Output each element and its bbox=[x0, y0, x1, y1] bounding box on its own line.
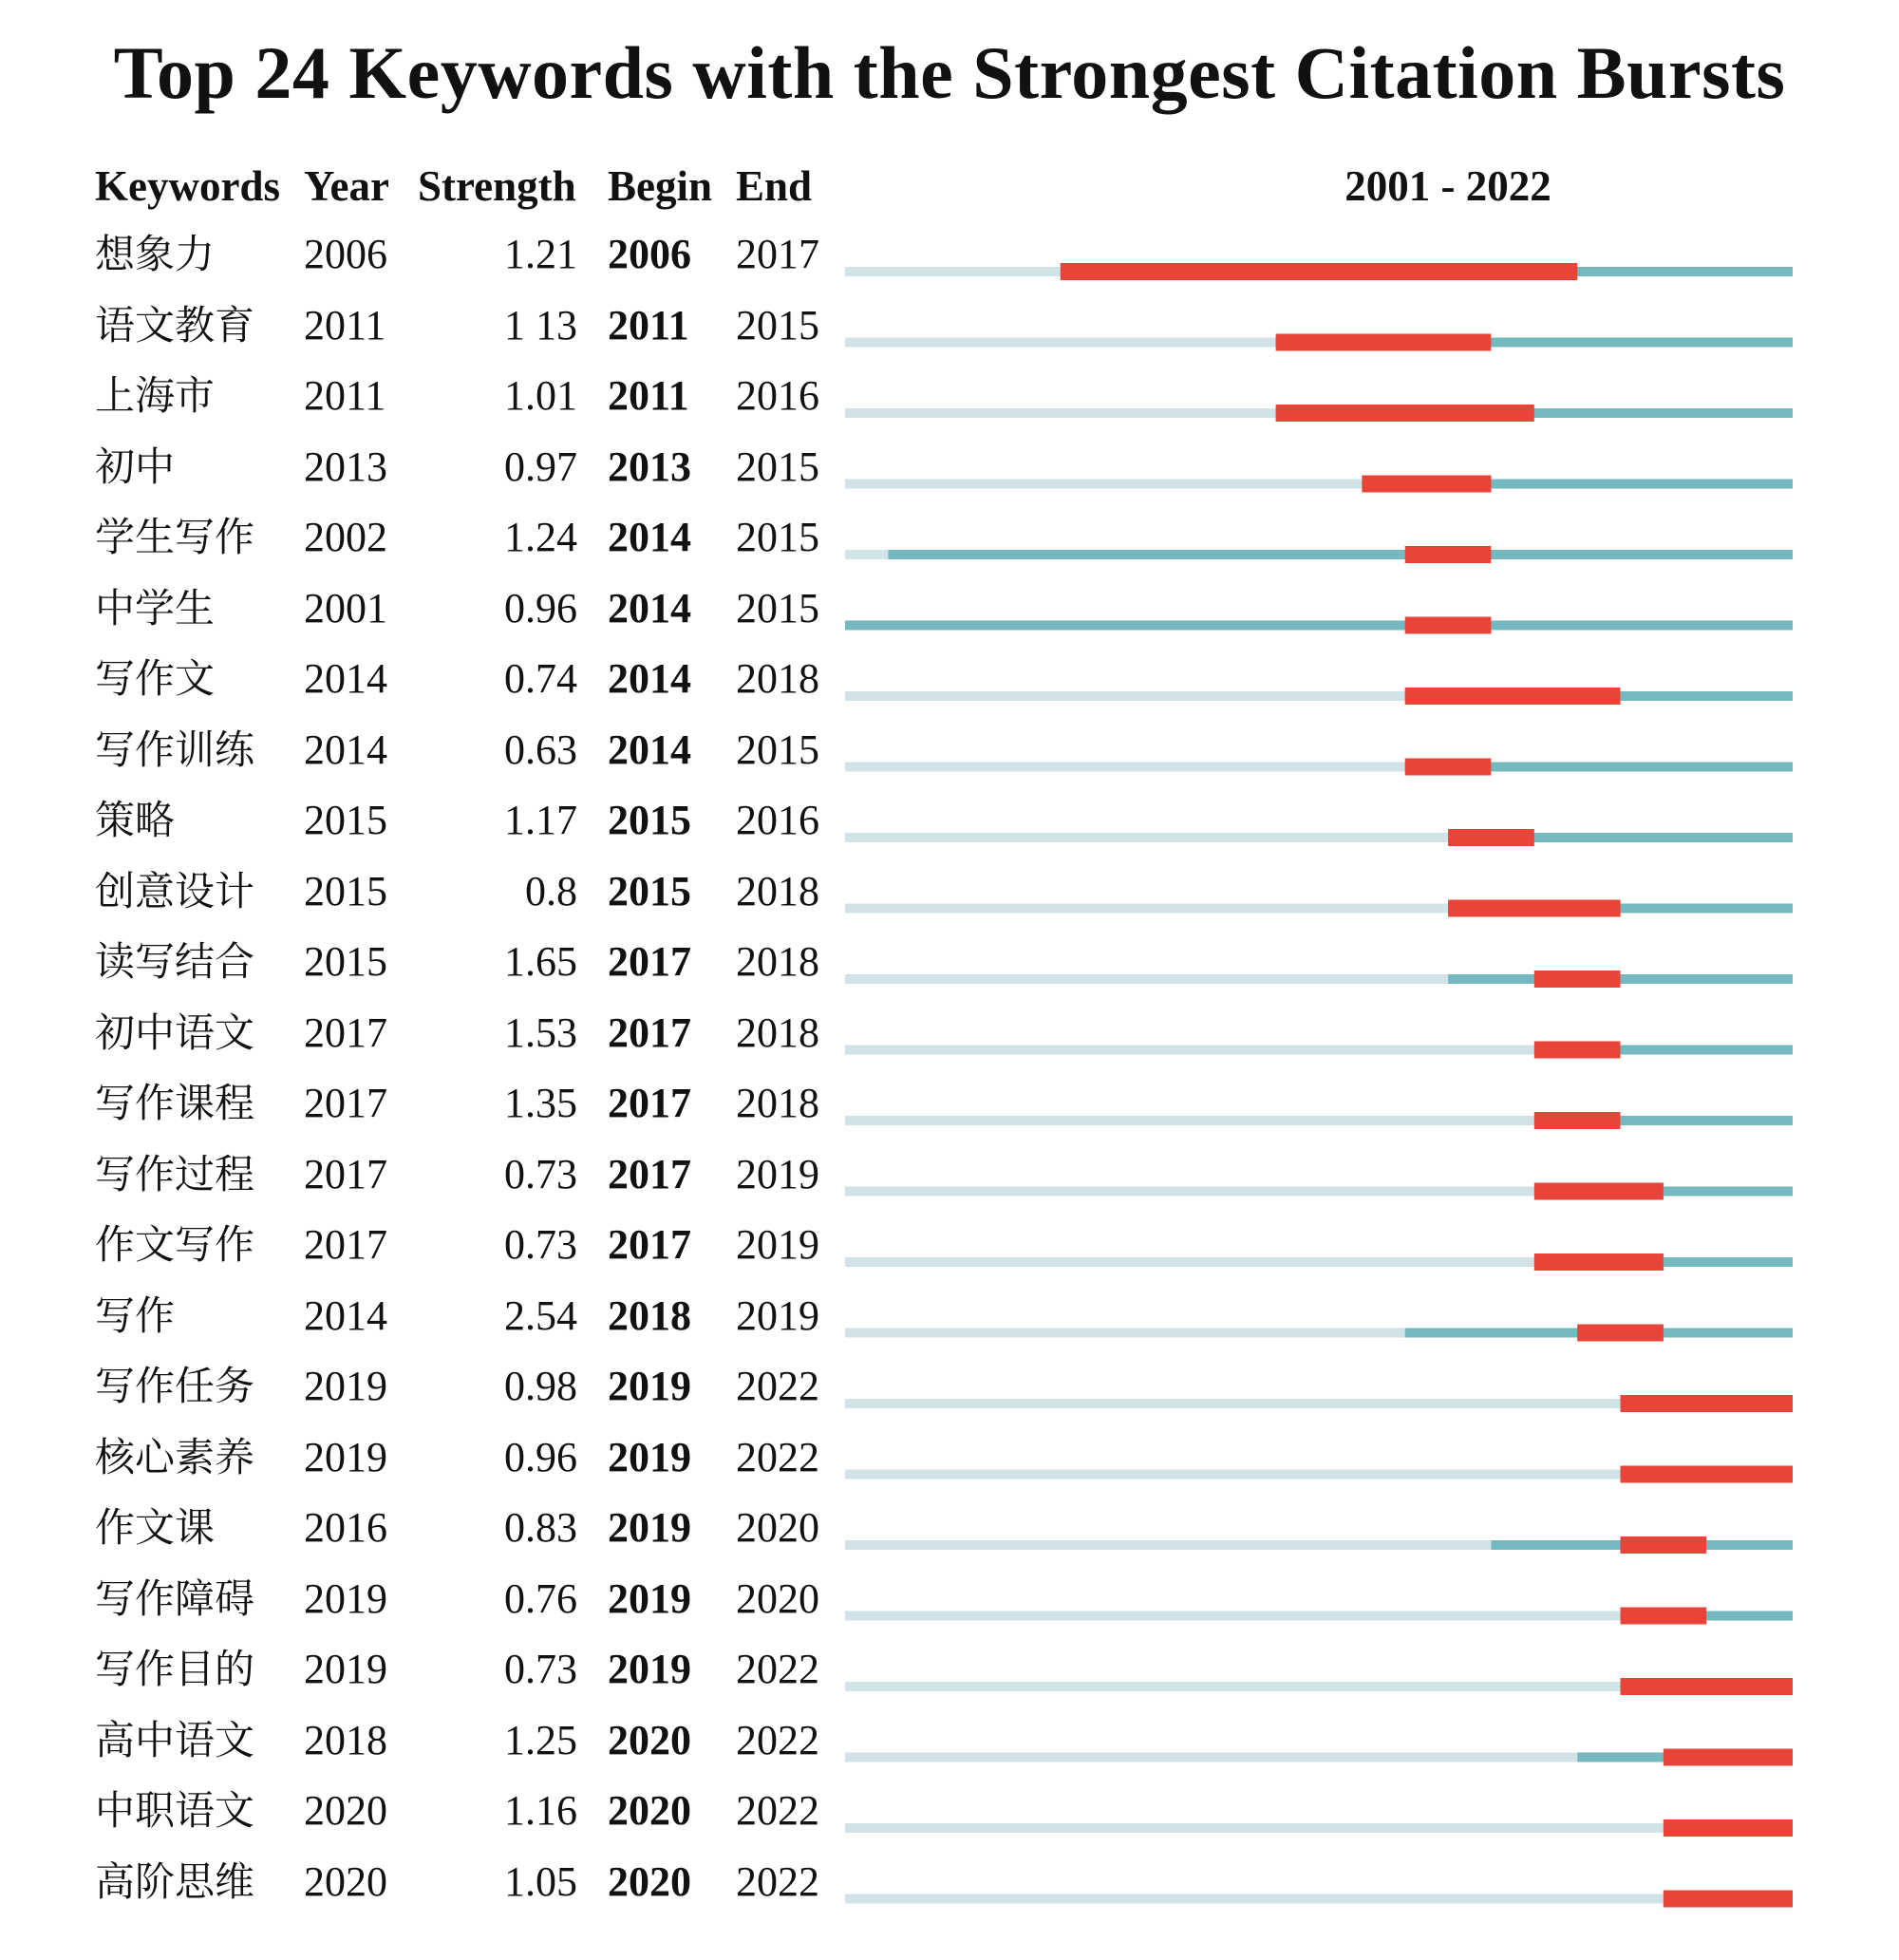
end-cell: 2018 bbox=[736, 655, 819, 702]
strength-cell: 1.35 bbox=[504, 1080, 577, 1126]
end-cell: 2020 bbox=[736, 1504, 819, 1551]
strength-cell: 0.98 bbox=[504, 1363, 577, 1409]
year-cell: 2015 bbox=[304, 867, 387, 914]
strength-cell: 0.63 bbox=[504, 726, 577, 773]
burst-bar bbox=[1448, 829, 1534, 846]
year-cell: 2017 bbox=[304, 1008, 387, 1056]
strength-cell: 0.83 bbox=[504, 1504, 577, 1551]
keyword-cell: 作文课 bbox=[95, 1504, 216, 1551]
burst-bar bbox=[1405, 546, 1492, 563]
end-cell: 2015 bbox=[736, 301, 819, 349]
begin-cell: 2017 bbox=[608, 938, 691, 985]
end-cell: 2017 bbox=[736, 231, 819, 277]
burst-bar bbox=[1534, 1253, 1664, 1271]
burst-bar bbox=[1621, 1395, 1794, 1412]
begin-cell: 2014 bbox=[608, 584, 691, 631]
timeline-before-segment bbox=[845, 904, 1448, 914]
keyword-cell: 高阶思维 bbox=[95, 1857, 255, 1905]
begin-cell: 2011 bbox=[608, 301, 689, 349]
timeline-before-segment bbox=[845, 1116, 1534, 1125]
end-cell: 2019 bbox=[736, 1150, 819, 1197]
year-cell: 2002 bbox=[304, 514, 387, 560]
end-cell: 2022 bbox=[736, 1363, 819, 1409]
keyword-cell: 写作训练 bbox=[95, 726, 255, 773]
begin-cell: 2017 bbox=[608, 1008, 691, 1056]
timeline-before-segment bbox=[845, 1329, 1405, 1338]
strength-cell: 0.97 bbox=[504, 443, 577, 490]
burst-bar bbox=[1664, 1749, 1793, 1766]
burst-bar bbox=[1621, 1678, 1794, 1695]
strength-cell: 1.21 bbox=[504, 231, 577, 277]
end-cell: 2018 bbox=[736, 1080, 819, 1126]
timeline-before-segment bbox=[845, 1046, 1534, 1055]
year-cell: 2006 bbox=[304, 231, 387, 277]
year-cell: 2013 bbox=[304, 443, 387, 490]
strength-cell: 1.25 bbox=[504, 1716, 577, 1763]
year-cell: 2017 bbox=[304, 1221, 387, 1268]
timeline-before-segment bbox=[845, 550, 888, 559]
chart-title: Top 24 Keywords with the Strongest Citation Bursts bbox=[113, 31, 1786, 114]
burst-bar bbox=[1534, 1183, 1664, 1200]
keyword-cell: 上海市 bbox=[95, 372, 216, 419]
year-cell: 2014 bbox=[304, 655, 387, 702]
begin-cell: 2018 bbox=[608, 1291, 691, 1339]
strength-cell: 0.76 bbox=[504, 1574, 577, 1622]
timeline-before-segment bbox=[845, 1823, 1664, 1833]
keyword-cell: 写作任务 bbox=[95, 1363, 255, 1409]
strength-cell: 2.54 bbox=[504, 1291, 577, 1339]
keyword-cell: 写作课程 bbox=[95, 1080, 255, 1126]
burst-bar bbox=[1534, 1042, 1621, 1059]
year-cell: 2018 bbox=[304, 1716, 387, 1763]
timeline-before-segment bbox=[845, 691, 1405, 701]
keyword-cell: 写作 bbox=[95, 1291, 176, 1339]
timeline-before-segment bbox=[845, 1894, 1664, 1904]
timeline-before-segment bbox=[845, 408, 1276, 418]
strength-cell: 0.96 bbox=[504, 1433, 577, 1480]
burst-bar bbox=[1405, 759, 1492, 776]
end-cell: 2019 bbox=[736, 1291, 819, 1339]
timeline-before-segment bbox=[845, 833, 1448, 842]
keyword-cell: 写作障碍 bbox=[95, 1574, 255, 1622]
burst-bar bbox=[1621, 1466, 1794, 1483]
begin-cell: 2019 bbox=[608, 1646, 691, 1692]
burst-bar bbox=[1276, 334, 1492, 351]
end-cell: 2018 bbox=[736, 938, 819, 985]
year-cell: 2019 bbox=[304, 1646, 387, 1692]
year-cell: 2015 bbox=[304, 938, 387, 985]
strength-cell: 1.24 bbox=[504, 514, 577, 560]
strength-cell: 1 13 bbox=[504, 301, 577, 349]
strength-cell: 1.53 bbox=[504, 1008, 577, 1056]
end-cell: 2022 bbox=[736, 1646, 819, 1692]
begin-cell: 2017 bbox=[608, 1080, 691, 1126]
header-timeline-range: 2001 - 2022 bbox=[1344, 162, 1551, 210]
begin-cell: 2015 bbox=[608, 797, 691, 843]
keyword-cell: 中学生 bbox=[95, 584, 216, 631]
begin-cell: 2013 bbox=[608, 443, 691, 490]
year-cell: 2011 bbox=[304, 301, 386, 349]
header-begin: Begin bbox=[608, 162, 713, 210]
begin-cell: 2014 bbox=[608, 514, 691, 560]
keyword-cell: 写作目的 bbox=[95, 1646, 255, 1692]
begin-cell: 2020 bbox=[608, 1787, 691, 1834]
begin-cell: 2019 bbox=[608, 1363, 691, 1409]
keyword-cell: 写作过程 bbox=[95, 1150, 255, 1197]
burst-bar bbox=[1621, 1536, 1707, 1554]
burst-bar bbox=[1405, 617, 1492, 634]
keyword-cell: 语文教育 bbox=[95, 301, 255, 349]
year-cell: 2014 bbox=[304, 1291, 387, 1339]
keyword-cell: 初中 bbox=[95, 443, 176, 490]
timeline-before-segment bbox=[845, 338, 1276, 348]
year-cell: 2019 bbox=[304, 1363, 387, 1409]
begin-cell: 2014 bbox=[608, 655, 691, 702]
timeline-active-segment bbox=[1448, 974, 1793, 984]
burst-bar bbox=[1621, 1608, 1707, 1625]
year-cell: 2001 bbox=[304, 584, 387, 631]
timeline-active-segment bbox=[888, 550, 1793, 559]
strength-cell: 0.74 bbox=[504, 655, 577, 702]
burst-bar bbox=[1061, 263, 1577, 280]
end-cell: 2016 bbox=[736, 372, 819, 419]
strength-cell: 0.73 bbox=[504, 1221, 577, 1268]
timeline-before-segment bbox=[845, 1399, 1621, 1408]
year-cell: 2019 bbox=[304, 1433, 387, 1480]
strength-cell: 1.65 bbox=[504, 938, 577, 985]
strength-cell: 1.01 bbox=[504, 372, 577, 419]
timeline-before-segment bbox=[845, 974, 1448, 984]
year-cell: 2020 bbox=[304, 1857, 387, 1905]
keyword-cell: 写作文 bbox=[95, 655, 216, 702]
strength-cell: 0.8 bbox=[525, 867, 577, 914]
strength-cell: 1.05 bbox=[504, 1857, 577, 1905]
end-cell: 2018 bbox=[736, 1008, 819, 1056]
burst-bar bbox=[1664, 1819, 1793, 1837]
strength-cell: 0.73 bbox=[504, 1646, 577, 1692]
header-strength: Strength bbox=[418, 162, 576, 210]
year-cell: 2020 bbox=[304, 1787, 387, 1834]
header-year: Year bbox=[304, 162, 389, 210]
keyword-cell: 想象力 bbox=[95, 231, 216, 277]
strength-cell: 1.16 bbox=[504, 1787, 577, 1834]
timeline-before-segment bbox=[845, 1682, 1621, 1691]
keyword-cell: 高中语文 bbox=[95, 1716, 255, 1763]
burst-bar bbox=[1534, 1112, 1621, 1129]
keyword-cell: 初中语文 bbox=[95, 1008, 255, 1056]
keyword-cell: 核心素养 bbox=[95, 1433, 255, 1480]
header-end: End bbox=[736, 162, 813, 210]
burst-bar bbox=[1577, 1325, 1664, 1342]
year-cell: 2014 bbox=[304, 726, 387, 773]
begin-cell: 2015 bbox=[608, 867, 691, 914]
burst-bar bbox=[1664, 1891, 1793, 1908]
burst-bar bbox=[1405, 688, 1621, 705]
keyword-cell: 中职语文 bbox=[95, 1787, 255, 1834]
begin-cell: 2017 bbox=[608, 1221, 691, 1268]
timeline-before-segment bbox=[845, 1540, 1492, 1550]
strength-cell: 0.73 bbox=[504, 1150, 577, 1197]
end-cell: 2015 bbox=[736, 726, 819, 773]
timeline-before-segment bbox=[845, 1470, 1621, 1479]
burst-bar bbox=[1276, 405, 1534, 422]
strength-cell: 1.17 bbox=[504, 797, 577, 843]
end-cell: 2019 bbox=[736, 1221, 819, 1268]
year-cell: 2017 bbox=[304, 1080, 387, 1126]
keyword-cell: 读写结合 bbox=[95, 938, 255, 985]
timeline-before-segment bbox=[845, 1187, 1534, 1197]
strength-cell: 0.96 bbox=[504, 584, 577, 631]
end-cell: 2015 bbox=[736, 514, 819, 560]
end-cell: 2022 bbox=[736, 1857, 819, 1905]
keyword-cell: 学生写作 bbox=[95, 514, 255, 560]
burst-bar bbox=[1448, 900, 1621, 917]
end-cell: 2022 bbox=[736, 1716, 819, 1763]
year-cell: 2017 bbox=[304, 1150, 387, 1197]
timeline-before-segment bbox=[845, 1257, 1534, 1267]
begin-cell: 2019 bbox=[608, 1504, 691, 1551]
begin-cell: 2014 bbox=[608, 726, 691, 773]
timeline-before-segment bbox=[845, 480, 1362, 489]
end-cell: 2016 bbox=[736, 797, 819, 843]
end-cell: 2022 bbox=[736, 1433, 819, 1480]
timeline-before-segment bbox=[845, 267, 1061, 276]
begin-cell: 2017 bbox=[608, 1150, 691, 1197]
timeline-active-segment bbox=[845, 621, 1793, 631]
year-cell: 2019 bbox=[304, 1574, 387, 1622]
end-cell: 2015 bbox=[736, 584, 819, 631]
end-cell: 2022 bbox=[736, 1787, 819, 1834]
timeline-before-segment bbox=[845, 1611, 1621, 1621]
end-cell: 2015 bbox=[736, 443, 819, 490]
burst-bar bbox=[1534, 971, 1621, 988]
end-cell: 2018 bbox=[736, 867, 819, 914]
keyword-cell: 策略 bbox=[95, 797, 176, 843]
keyword-cell: 创意设计 bbox=[95, 867, 255, 914]
end-cell: 2020 bbox=[736, 1574, 819, 1622]
begin-cell: 2020 bbox=[608, 1857, 691, 1905]
begin-cell: 2019 bbox=[608, 1574, 691, 1622]
header-keywords: Keywords bbox=[95, 162, 280, 210]
begin-cell: 2011 bbox=[608, 372, 689, 419]
begin-cell: 2020 bbox=[608, 1716, 691, 1763]
year-cell: 2016 bbox=[304, 1504, 387, 1551]
year-cell: 2015 bbox=[304, 797, 387, 843]
keyword-cell: 作文写作 bbox=[95, 1221, 255, 1268]
timeline-before-segment bbox=[845, 763, 1405, 772]
burst-bar bbox=[1362, 476, 1491, 493]
begin-cell: 2006 bbox=[608, 231, 691, 277]
timeline-before-segment bbox=[845, 1753, 1577, 1762]
begin-cell: 2019 bbox=[608, 1433, 691, 1480]
year-cell: 2011 bbox=[304, 372, 386, 419]
